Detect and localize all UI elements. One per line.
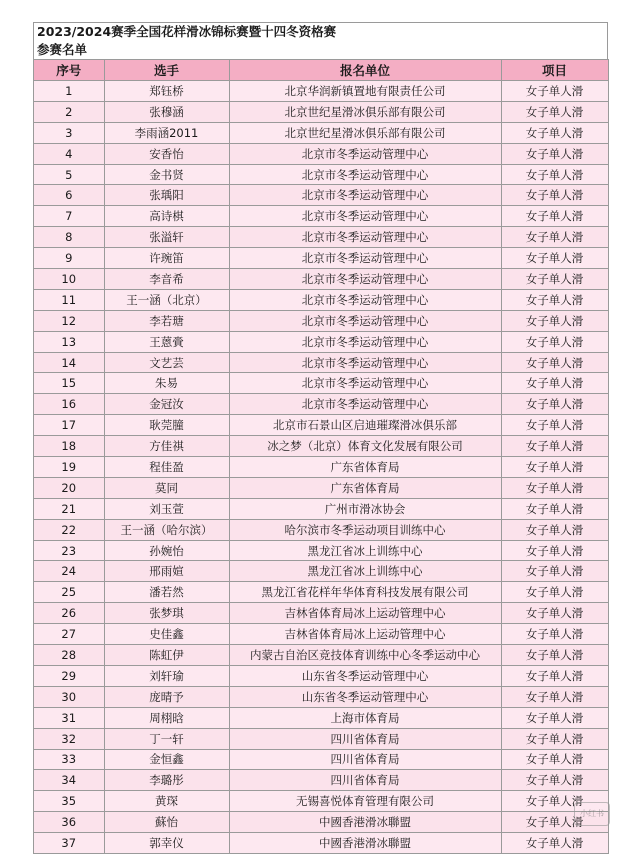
header-org: 报名单位: [229, 60, 501, 81]
cell-no: 20: [34, 477, 104, 498]
table-row: [34, 519, 608, 540]
cell-event: 女子单人滑: [501, 310, 608, 331]
table-row: [34, 269, 608, 290]
table-row: [34, 227, 608, 248]
table-row: [34, 540, 608, 561]
cell-no: 29: [34, 665, 104, 686]
table-row: [34, 791, 608, 812]
cell-event: 女子单人滑: [501, 122, 608, 143]
cell-event: 女子单人滑: [501, 185, 608, 206]
cell-no: 4: [34, 143, 104, 164]
table-row: [34, 164, 608, 185]
cell-org: 冰之梦（北京）体育文化发展有限公司: [229, 436, 501, 457]
cell-no: 24: [34, 561, 104, 582]
cell-name: 李璐彤: [104, 770, 229, 791]
cell-org: 无锡喜悦体育管理有限公司: [229, 791, 501, 812]
cell-org: 四川省体育局: [229, 749, 501, 770]
cell-no: 26: [34, 603, 104, 624]
cell-name: 孙婉怡: [104, 540, 229, 561]
table-row: [34, 81, 608, 102]
cell-org: 北京世纪星滑冰俱乐部有限公司: [229, 122, 501, 143]
cell-event: 女子单人滑: [501, 519, 608, 540]
cell-name: 丁一轩: [104, 728, 229, 749]
cell-event: 女子单人滑: [501, 624, 608, 645]
cell-event: 女子单人滑: [501, 540, 608, 561]
cell-name: 李若瑭: [104, 310, 229, 331]
cell-event: 女子单人滑: [501, 728, 608, 749]
cell-event: 女子单人滑: [501, 373, 608, 394]
cell-no: 15: [34, 373, 104, 394]
cell-name: 郭幸仪: [104, 833, 229, 854]
cell-name: 金冠汝: [104, 394, 229, 415]
cell-event: 女子单人滑: [501, 269, 608, 290]
cell-event: 女子单人滑: [501, 81, 608, 102]
cell-name: 潘若然: [104, 582, 229, 603]
cell-no: 23: [34, 540, 104, 561]
cell-name: 史佳鑫: [104, 624, 229, 645]
cell-org: 吉林省体育局冰上运动管理中心: [229, 624, 501, 645]
cell-org: 内蒙古自治区竞技体育训练中心冬季运动中心: [229, 645, 501, 666]
cell-no: 5: [34, 164, 104, 185]
table-row: [34, 394, 608, 415]
cell-name: 李音希: [104, 269, 229, 290]
table-row: [34, 457, 608, 478]
cell-org: 中國香港滑冰聯盟: [229, 833, 501, 854]
table-row: [34, 603, 608, 624]
cell-org: 北京市冬季运动管理中心: [229, 310, 501, 331]
cell-org: 北京市冬季运动管理中心: [229, 164, 501, 185]
header-row: [34, 60, 608, 81]
cell-org: 四川省体育局: [229, 770, 501, 791]
cell-no: 2: [34, 101, 104, 122]
cell-name: 邢雨媗: [104, 561, 229, 582]
cell-org: 北京市冬季运动管理中心: [229, 269, 501, 290]
cell-no: 6: [34, 185, 104, 206]
cell-org: 黑龙江省冰上训练中心: [229, 561, 501, 582]
table-row: [34, 582, 608, 603]
cell-name: 金恒鑫: [104, 749, 229, 770]
table-row: [34, 415, 608, 436]
cell-name: 王蒽賫: [104, 331, 229, 352]
cell-name: 文艺芸: [104, 352, 229, 373]
cell-event: 女子单人滑: [501, 582, 608, 603]
table-row: [34, 498, 608, 519]
table-row: [34, 248, 608, 269]
cell-event: 女子单人滑: [501, 227, 608, 248]
table-row: [34, 331, 608, 352]
cell-event: 女子单人滑: [501, 665, 608, 686]
table-row: [34, 665, 608, 686]
cell-event: 女子单人滑: [501, 143, 608, 164]
cell-name: 郑钰桥: [104, 81, 229, 102]
cell-org: 北京世纪星滑冰俱乐部有限公司: [229, 101, 501, 122]
cell-no: 25: [34, 582, 104, 603]
cell-no: 31: [34, 707, 104, 728]
cell-event: 女子单人滑: [501, 749, 608, 770]
cell-no: 8: [34, 227, 104, 248]
cell-event: 女子单人滑: [501, 498, 608, 519]
cell-no: 27: [34, 624, 104, 645]
cell-org: 北京市石景山区启迪璀璨滑冰俱乐部: [229, 415, 501, 436]
table-row: [34, 624, 608, 645]
cell-org: 广州市滑冰协会: [229, 498, 501, 519]
cell-org: 北京市冬季运动管理中心: [229, 373, 501, 394]
cell-event: 女子单人滑: [501, 101, 608, 122]
cell-no: 14: [34, 352, 104, 373]
cell-event: 女子单人滑: [501, 833, 608, 854]
cell-event: 女子单人滑: [501, 812, 608, 833]
cell-org: 北京市冬季运动管理中心: [229, 185, 501, 206]
cell-event: 女子单人滑: [501, 561, 608, 582]
cell-name: 蘇怡: [104, 812, 229, 833]
table-row: [34, 770, 608, 791]
cell-org: 吉林省体育局冰上运动管理中心: [229, 603, 501, 624]
cell-name: 张穆涵: [104, 101, 229, 122]
cell-no: 30: [34, 686, 104, 707]
cell-no: 32: [34, 728, 104, 749]
cell-name: 周栩晗: [104, 707, 229, 728]
table-row: [34, 352, 608, 373]
table-row: [34, 143, 608, 164]
cell-name: 莫同: [104, 477, 229, 498]
cell-no: 22: [34, 519, 104, 540]
cell-no: 1: [34, 81, 104, 102]
cell-no: 3: [34, 122, 104, 143]
cell-name: 陈虹伊: [104, 645, 229, 666]
header-event: 项目: [501, 60, 608, 81]
cell-event: 女子单人滑: [501, 791, 608, 812]
cell-name: 黄琛: [104, 791, 229, 812]
cell-no: 12: [34, 310, 104, 331]
cell-org: 四川省体育局: [229, 728, 501, 749]
cell-event: 女子单人滑: [501, 457, 608, 478]
cell-name: 高诗棋: [104, 206, 229, 227]
cell-event: 女子单人滑: [501, 248, 608, 269]
cell-event: 女子单人滑: [501, 686, 608, 707]
cell-no: 28: [34, 645, 104, 666]
table-row: [34, 561, 608, 582]
cell-no: 19: [34, 457, 104, 478]
cell-name: 朱易: [104, 373, 229, 394]
cell-event: 女子单人滑: [501, 164, 608, 185]
watermark-logo: 小红书: [574, 802, 610, 826]
table-row: [34, 101, 608, 122]
cell-org: 北京市冬季运动管理中心: [229, 352, 501, 373]
entry-list-sheet: [33, 22, 608, 854]
cell-org: 黑龙江省冰上训练中心: [229, 540, 501, 561]
table-row: [34, 436, 608, 457]
cell-org: 山东省冬季运动管理中心: [229, 686, 501, 707]
document-title: 2023/2024赛季全国花样滑冰锦标赛暨十四冬资格赛: [34, 23, 608, 41]
table-row: [34, 206, 608, 227]
cell-event: 女子单人滑: [501, 352, 608, 373]
cell-event: 女子单人滑: [501, 645, 608, 666]
table-row: [34, 812, 608, 833]
cell-event: 女子单人滑: [501, 206, 608, 227]
cell-org: 北京市冬季运动管理中心: [229, 248, 501, 269]
cell-org: 上海市体育局: [229, 707, 501, 728]
cell-org: 北京市冬季运动管理中心: [229, 227, 501, 248]
cell-no: 16: [34, 394, 104, 415]
cell-org: 北京市冬季运动管理中心: [229, 289, 501, 310]
cell-no: 9: [34, 248, 104, 269]
table-row: [34, 707, 608, 728]
table-row: [34, 749, 608, 770]
cell-no: 36: [34, 812, 104, 833]
table-row: [34, 728, 608, 749]
table-row: [34, 289, 608, 310]
cell-event: 女子单人滑: [501, 331, 608, 352]
cell-org: 黑龙江省花样年华体育科技发展有限公司: [229, 582, 501, 603]
cell-event: 女子单人滑: [501, 477, 608, 498]
header-name: 选手: [104, 60, 229, 81]
cell-no: 11: [34, 289, 104, 310]
cell-org: 广东省体育局: [229, 457, 501, 478]
cell-event: 女子单人滑: [501, 415, 608, 436]
table-row: [34, 310, 608, 331]
cell-event: 女子单人滑: [501, 436, 608, 457]
table-row: [34, 477, 608, 498]
cell-org: 哈尔滨市冬季运动项目训练中心: [229, 519, 501, 540]
cell-name: 刘轩瑜: [104, 665, 229, 686]
cell-name: 张溢轩: [104, 227, 229, 248]
cell-org: 广东省体育局: [229, 477, 501, 498]
cell-no: 21: [34, 498, 104, 519]
header-no: 序号: [34, 60, 104, 81]
cell-org: 北京市冬季运动管理中心: [229, 143, 501, 164]
cell-no: 18: [34, 436, 104, 457]
cell-no: 35: [34, 791, 104, 812]
table-row: [34, 833, 608, 854]
table-row: [34, 122, 608, 143]
table-row: [34, 185, 608, 206]
cell-event: 女子单人滑: [501, 707, 608, 728]
cell-no: 34: [34, 770, 104, 791]
cell-name: 金书贤: [104, 164, 229, 185]
table-row: [34, 645, 608, 666]
document-subtitle: 参赛名单: [34, 41, 608, 59]
cell-org: 北京市冬季运动管理中心: [229, 394, 501, 415]
cell-org: 山东省冬季运动管理中心: [229, 665, 501, 686]
cell-event: 女子单人滑: [501, 603, 608, 624]
cell-org: 中國香港滑冰聯盟: [229, 812, 501, 833]
cell-name: 耿莞朣: [104, 415, 229, 436]
cell-event: 女子单人滑: [501, 394, 608, 415]
table-row: [34, 686, 608, 707]
cell-no: 37: [34, 833, 104, 854]
cell-name: 王一涵（北京）: [104, 289, 229, 310]
cell-no: 10: [34, 269, 104, 290]
cell-name: 安香怡: [104, 143, 229, 164]
cell-no: 13: [34, 331, 104, 352]
cell-name: 庞晴予: [104, 686, 229, 707]
entry-table: [34, 59, 609, 854]
cell-name: 许琬笛: [104, 248, 229, 269]
table-body: [34, 81, 608, 854]
cell-name: 张梦琪: [104, 603, 229, 624]
cell-name: 王一涵（哈尔滨）: [104, 519, 229, 540]
cell-name: 程佳盈: [104, 457, 229, 478]
cell-org: 北京市冬季运动管理中心: [229, 331, 501, 352]
cell-no: 7: [34, 206, 104, 227]
cell-name: 张瑀阳: [104, 185, 229, 206]
cell-no: 17: [34, 415, 104, 436]
cell-name: 刘玉萱: [104, 498, 229, 519]
table-row: [34, 373, 608, 394]
cell-org: 北京华润新镇置地有限责任公司: [229, 81, 501, 102]
cell-name: 李雨涵2011: [104, 122, 229, 143]
cell-name: 方佳祺: [104, 436, 229, 457]
cell-no: 33: [34, 749, 104, 770]
cell-org: 北京市冬季运动管理中心: [229, 206, 501, 227]
cell-event: 女子单人滑: [501, 289, 608, 310]
cell-event: 女子单人滑: [501, 770, 608, 791]
